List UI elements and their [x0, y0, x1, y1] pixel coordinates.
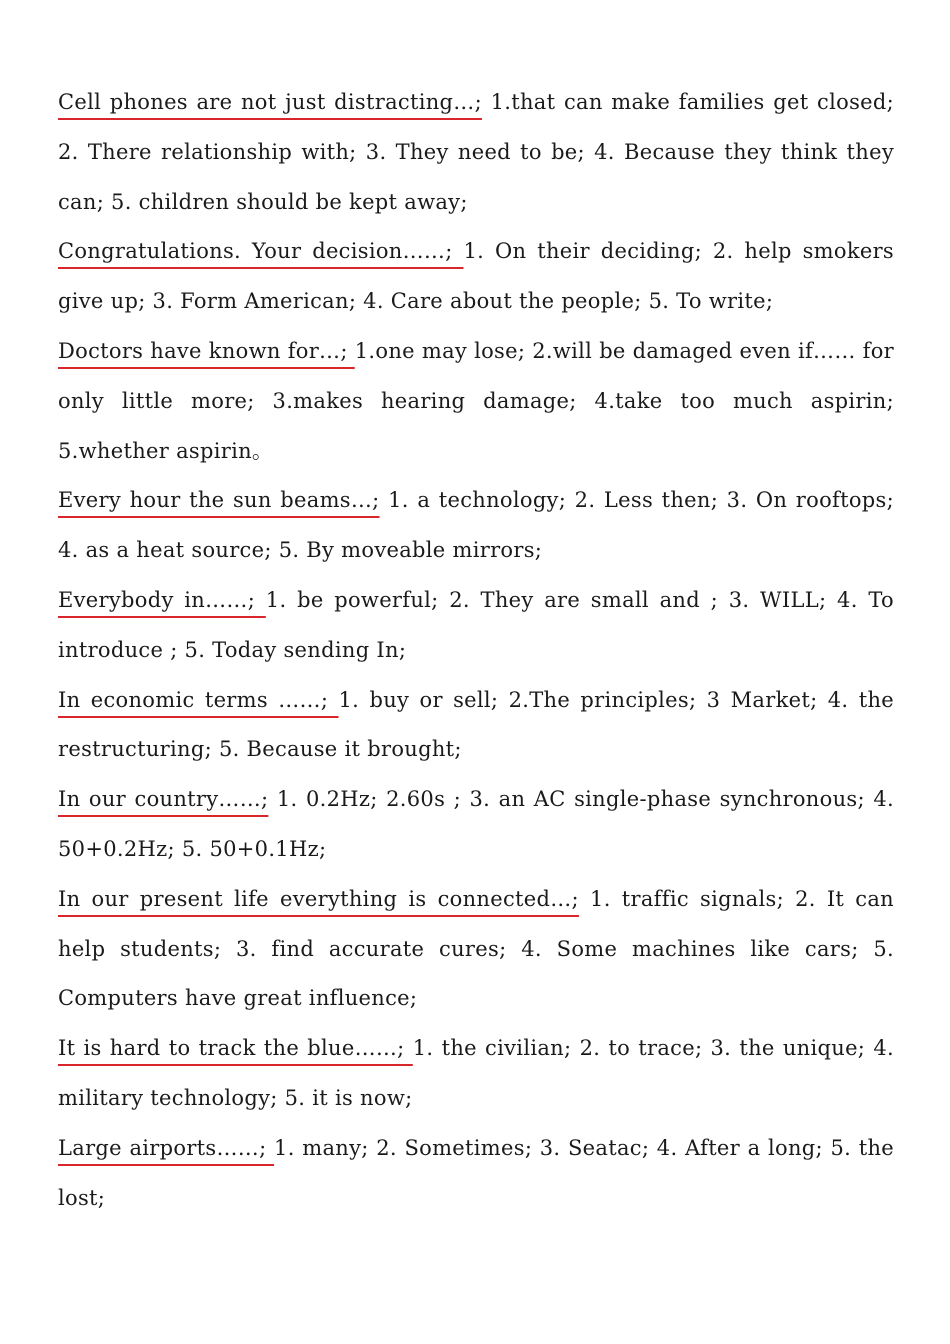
entry-heading: Everybody in……; — [58, 587, 266, 612]
entry-answers: 1. many; 2. Sometimes; 3. Seatac; 4. After a long; 5. the lost; — [58, 1135, 894, 1210]
document-body — [58, 78, 894, 1223]
entry-heading: In economic terms ……; — [58, 687, 339, 712]
entry-heading: It is hard to track the blue……; — [58, 1036, 413, 1061]
entry-heading: Large airports……; — [58, 1135, 275, 1160]
entry-answers: 1. the civilian; 2. to trace; 3. the unique; 4. military technology; 5. it is now; — [58, 1036, 894, 1110]
entry-answers: 1. On their deciding; 2. help smokers give up; 3. Form American; 4. Care about the people; 5. To write; — [58, 239, 894, 314]
entry-heading: In our country……; — [58, 787, 269, 812]
entry-sun-beams — [58, 476, 894, 576]
entry-doctors — [58, 327, 894, 476]
entry-congratulations — [58, 227, 894, 327]
entry-answers: 1. be powerful; 2. They are small and ; 3. WILL; 4. To introduce ; 5. Today sending In; — [58, 587, 894, 662]
entry-present-life — [58, 875, 894, 1024]
entry-large-airports — [58, 1124, 894, 1224]
entry-answers: 1.that can make families get closed; 2. There relationship with; 3. They need to be; 4. Because they think they can; 5. children should be kept away; — [58, 90, 894, 214]
entry-everybody — [58, 576, 894, 676]
entry-our-country — [58, 775, 894, 875]
entry-answers: 1. a technology; 2. Less then; 3. On rooftops; 4. as a heat source; 5. By moveable mirrors; — [58, 488, 894, 563]
entry-economic-terms — [58, 676, 894, 776]
entry-answers: 1.one may lose; 2.will be damaged even if…… for only little more; 3.makes hearing damage; 4.take too much aspirin; 5.whether aspirin。 — [58, 338, 894, 463]
entry-heading: Congratulations. Your decision……; — [58, 239, 464, 264]
entry-cell-phones — [58, 78, 894, 227]
entry-heading: Every hour the sun beams…; — [58, 488, 380, 513]
entry-heading: Doctors have known for…; — [58, 338, 355, 363]
entry-track-blue — [58, 1024, 894, 1124]
entry-heading: In our present life everything is connected…; — [58, 886, 579, 911]
entry-answers: 1. traffic signals; 2. It can help students; 3. find accurate cures; 4. Some machines like cars; 5. Computers have great influence; — [58, 886, 894, 1011]
entry-answers: 1. 0.2Hz; 2.60s ; 3. an AC single-phase synchronous; 4. 50+0.2Hz; 5. 50+0.1Hz; — [58, 787, 894, 861]
entry-answers: 1. buy or sell; 2.The principles; 3 Market; 4. the restructuring; 5. Because it brought; — [58, 687, 894, 762]
entry-heading: Cell phones are not just distracting…; — [58, 90, 482, 114]
